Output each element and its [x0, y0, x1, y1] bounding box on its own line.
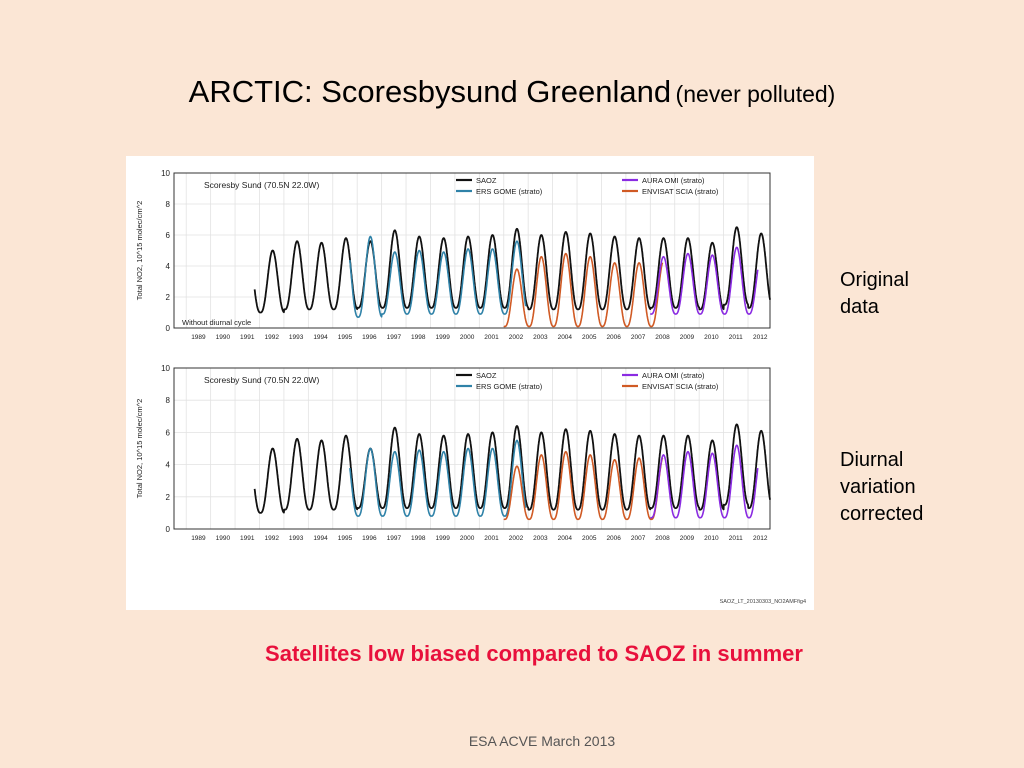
x-tick-label: 2005 — [582, 535, 597, 542]
panel-annotation: Without diurnal cycle — [182, 318, 252, 327]
x-tick-label: 1994 — [313, 535, 328, 542]
x-tick-label: 2002 — [508, 334, 524, 341]
label-original-line-2: data — [840, 296, 879, 318]
y-tick-label: 10 — [161, 364, 170, 373]
label-original-data — [840, 267, 909, 321]
x-tick-label: 1991 — [240, 334, 255, 341]
x-tick-label: 2003 — [533, 334, 548, 341]
x-tick-label: 1997 — [386, 334, 402, 341]
footer: ESA ACVE March 2013 — [468, 733, 616, 749]
x-tick-label: 2000 — [459, 334, 475, 341]
x-tick-label: 1993 — [288, 535, 304, 542]
x-tick-label: 1996 — [362, 535, 377, 542]
x-tick-label: 2012 — [752, 535, 768, 542]
x-tick-label: 1995 — [337, 535, 353, 542]
x-tick-label: 1999 — [435, 535, 450, 542]
y-tick-label: 6 — [165, 428, 170, 438]
x-tick-label: 2001 — [484, 334, 499, 341]
panel-title: Scoresby Sund (70.5N 22.0W) — [204, 375, 320, 385]
x-tick-label: 2011 — [728, 535, 743, 542]
legend-label: SAOZ — [476, 371, 497, 380]
x-tick-label: 1989 — [191, 535, 206, 542]
slide-title — [0, 74, 1024, 110]
y-tick-label: 6 — [165, 231, 170, 240]
x-tick-label: 2011 — [728, 334, 743, 341]
caption: Satellites low biased compared to SAOZ in summer — [265, 641, 803, 666]
legend-label: SAOZ — [476, 176, 497, 185]
label-diurnal-corrected — [840, 447, 923, 528]
slide-title-sub: (never polluted) — [675, 81, 836, 107]
x-tick-label: 2007 — [630, 535, 646, 542]
y-tick-label: 10 — [161, 169, 170, 178]
panel-title: Scoresby Sund (70.5N 22.0W) — [204, 180, 320, 190]
x-tick-label: 1992 — [264, 334, 279, 341]
x-tick-label: 1998 — [411, 535, 426, 542]
chart-figure — [126, 156, 814, 610]
x-tick-label: 2006 — [606, 535, 621, 542]
legend-label: ENVISAT SCIA (strato) — [642, 382, 719, 391]
y-tick-label: 0 — [165, 525, 170, 534]
x-tick-label: 2000 — [459, 535, 475, 542]
legend-label: ERS GOME (strato) — [476, 382, 543, 391]
y-tick-label: 8 — [165, 200, 170, 209]
label-corrected-line-3: corrected — [840, 503, 924, 525]
label-original-line-1: Original — [840, 269, 909, 291]
x-tick-label: 1997 — [386, 535, 402, 542]
legend-label: AURA OMI (strato) — [642, 176, 705, 185]
x-tick-label: 2010 — [704, 535, 719, 542]
x-tick-label: 1991 — [240, 535, 255, 542]
x-tick-label: 1999 — [435, 334, 450, 341]
legend-label: ERS GOME (strato) — [476, 187, 543, 196]
x-tick-label: 2008 — [655, 334, 670, 341]
x-tick-label: 2010 — [704, 334, 719, 341]
y-axis-label: Total NO2, 10^15 molec/cm^2 — [135, 398, 144, 499]
x-tick-label: 2004 — [557, 535, 573, 542]
slide-title-main: ARCTIC: Scoresbysund Greenland — [188, 74, 672, 109]
figure-id-label: SAOZ_LT_20130303_NO2AMFfig4 — [719, 599, 806, 605]
y-tick-label: 4 — [165, 262, 170, 271]
x-tick-label: 2006 — [606, 334, 621, 341]
legend-label: ENVISAT SCIA (strato) — [642, 187, 719, 196]
x-tick-label: 2008 — [655, 535, 670, 542]
x-tick-label: 1998 — [411, 334, 426, 341]
legend-label: AURA OMI (strato) — [642, 371, 705, 380]
x-tick-label: 2005 — [582, 334, 597, 341]
x-tick-label: 2002 — [508, 535, 524, 542]
x-tick-label: 1992 — [264, 535, 279, 542]
x-tick-label: 2001 — [484, 535, 499, 542]
y-tick-label: 2 — [165, 293, 170, 302]
x-tick-label: 1995 — [337, 334, 353, 341]
y-tick-label: 0 — [165, 324, 170, 333]
x-tick-label: 2004 — [557, 334, 573, 341]
x-tick-label: 2007 — [630, 334, 646, 341]
x-tick-label: 1993 — [288, 334, 304, 341]
x-tick-label: 2012 — [752, 334, 768, 341]
x-tick-label: 2009 — [679, 334, 695, 341]
x-tick-label: 1994 — [313, 334, 328, 341]
chart-svg — [126, 156, 814, 610]
y-axis-label: Total NO2, 10^15 molec/cm^2 — [135, 200, 144, 301]
x-tick-label: 1989 — [191, 334, 206, 341]
label-corrected-line-1: Diurnal — [840, 449, 904, 471]
x-tick-label: 2003 — [533, 535, 548, 542]
x-tick-label: 1996 — [362, 334, 377, 341]
x-tick-label: 1990 — [215, 535, 231, 542]
x-tick-label: 1990 — [215, 334, 231, 341]
y-tick-label: 4 — [165, 460, 170, 470]
y-tick-label: 8 — [165, 396, 170, 406]
x-tick-label: 2009 — [679, 535, 695, 542]
label-corrected-line-2: variation — [840, 476, 916, 498]
y-tick-label: 2 — [165, 492, 170, 502]
